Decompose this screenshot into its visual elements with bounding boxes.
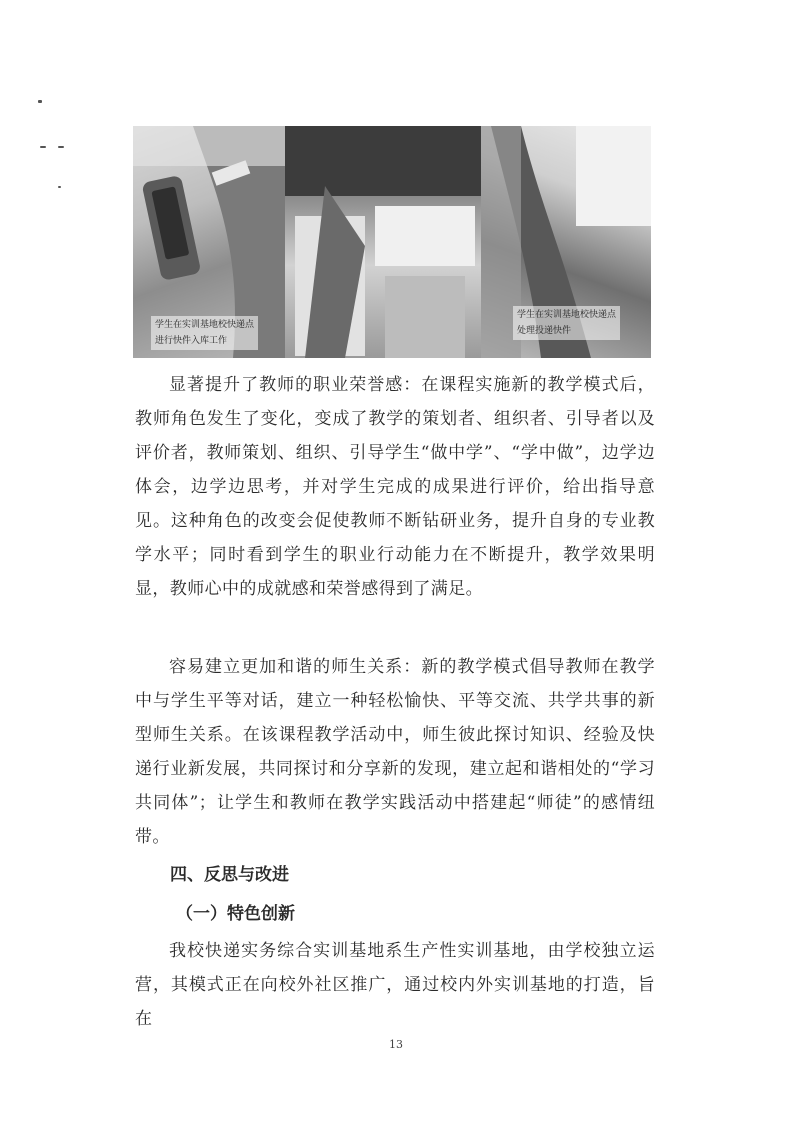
section-heading: 四、反思与改进	[170, 865, 289, 885]
paragraph-teacher-student-relationship: 容易建立更加和谐的师生关系：新的教学模式倡导教师在教学中与学生平等对话，建立一种轻松愉快、平等交流、共学共事的新型师生关系。在该课程教学活动中，师生彼此探讨知识、经验及快递行业新发展，共同探讨和分享新的发现，建立起和谐相处的“学习共同体”；让学生和教师在教学实践活动中搭建起“师徒”的感情纽带。	[135, 657, 655, 847]
paragraph-innovation: 我校快递实务综合实训基地系生产性实训基地，由学校独立运营，其模式正在向校外社区推广，通过校内外实训基地的打造，旨在	[135, 941, 655, 1029]
margin-dot	[38, 100, 42, 103]
caption-line: 处理投递快件	[517, 326, 572, 336]
photo-caption-left	[151, 316, 258, 350]
margin-dot	[58, 186, 61, 188]
margin-dash	[40, 146, 46, 148]
training-photo	[133, 126, 651, 358]
photo-scan-middle	[285, 126, 481, 358]
paragraph-teacher-honor: 显著提升了教师的职业荣誉感：在课程实施新的教学模式后，教师角色发生了变化，变成了教学的策划者、组织者、引导者以及评价者，教师策划、组织、引导学生“做中学”、“学中做”，边学边体会，边学边思考，并对学生完成的成果进行评价，给出指导意见。这种角色的改变会促使教师不断钻研业务，提升自身的专业教学水平；同时看到学生的职业行动能力在不断提升，教学效果明显，教师心中的成就感和荣誉感得到了满足。	[135, 375, 655, 599]
photo-caption-right	[513, 306, 620, 340]
margin-dash	[58, 146, 64, 148]
caption-line: 学生在实训基地校快递点	[517, 310, 617, 320]
caption-line: 进行快件入库工作	[155, 336, 228, 346]
page-number: 13	[389, 1038, 403, 1051]
subsection-heading: （一）特色创新	[176, 904, 295, 924]
caption-line: 学生在实训基地校快递点	[155, 320, 255, 330]
photo-panel-middle	[285, 126, 481, 358]
